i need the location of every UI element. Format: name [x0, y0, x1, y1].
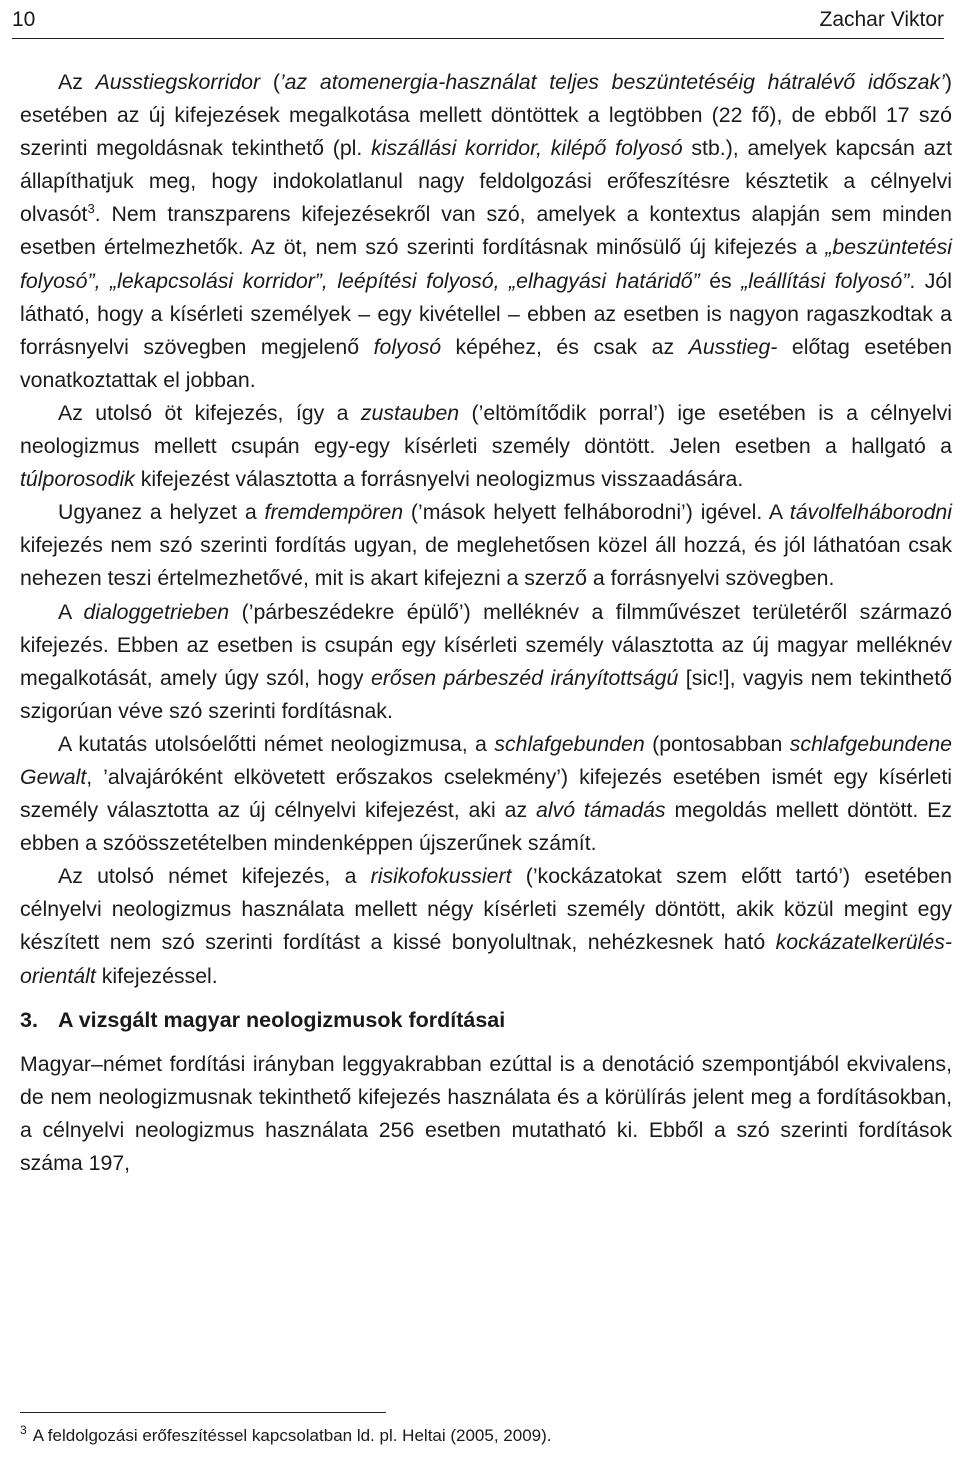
italic-term: risikofokussiert — [370, 864, 512, 889]
italic-term: fremdempören — [264, 500, 404, 525]
text-run: (’párbeszédekre épülő’) melléknév a filmművészet területéről származó kifejezés. Ebben az esetben is csupán egy kísérleti személy választotta az új magyar melléknév megalkotását, amely úgy szól, hogy — [20, 599, 952, 690]
italic-term: „beszüntetési folyosó”, „lekapcsolási korridor”, leépítési folyosó, „elhagyási határidő” — [20, 235, 952, 293]
page-header — [12, 6, 944, 39]
text-run: kifejezéssel. — [95, 963, 218, 988]
footnote-separator — [20, 1412, 386, 1413]
text-run: kifejezés nem szó szerinti fordítás ugyan, de meglehetősen közel áll hozzá, és jól láthatóan csak nehezen teszi értelmezhetővé, mit is akart kifejezni a szerző a forrásnyelvi szövegben. — [20, 533, 952, 591]
text-run: kifejezést választotta a forrásnyelvi neologizmus visszaadására. — [134, 467, 744, 492]
text-run: . Jól látható, hogy a kísérleti személyek – egy kivétellel – ebben az esetben is nagyon ragaszkodtak a forrásnyelvi szövegben megjelenő — [20, 268, 952, 359]
paragraph-zustauben — [20, 397, 952, 496]
italic-term: schlafgebundene Gewalt — [20, 731, 953, 789]
italic-term: folyosó — [373, 334, 442, 359]
text-run: Ugyanez a helyzet a — [58, 500, 265, 525]
paragraph-risikofokussiert — [20, 860, 952, 992]
text-run: (’kockázatokat szem előtt tartó’) esetében célnyelvi neologizmus használata mellett négy kísérleti személy döntött, akik közül megint egy készített nem szó szerinti fordítást a kissé bonyolultnak, nehézkesnek ható — [20, 864, 952, 955]
italic-term: erősen párbeszéd irányítottságú — [370, 665, 679, 690]
text-run: és — [699, 268, 742, 293]
text-run: [sic!], vagyis nem tekinthető szigorúan véve szó szerinti fordításnak. — [20, 665, 952, 723]
text-run: képéhez, és csak az — [441, 334, 689, 359]
paragraph-ausstiegskorridor — [20, 66, 952, 397]
text-run: A kutatás utolsóelőtti német neologizmusa, a — [58, 731, 495, 756]
paragraph-schlafgebunden — [20, 728, 952, 860]
text-run: ) esetében az új kifejezések megalkotása mellett döntöttek a legtöbben (22 fő), de ebből 17 szó szerinti megoldásnak tekinthető (pl. — [20, 70, 952, 161]
text-run: , ’alvajáróként elkövetett erőszakos cselekmény’) kifejezés esetében ismét egy kísérleti személy választotta az új célnyelvi kifejezést, aki az — [20, 764, 952, 823]
italic-term: „leállítási folyosó” — [741, 268, 910, 293]
paragraph-fremdemporen — [20, 496, 952, 595]
text-run: A — [58, 599, 84, 624]
section-title: A vizsgált magyar neologizmusok fordításai — [58, 1007, 506, 1032]
italic-gloss: ’az atomenergia-használat teljes beszüntetéséig hátralévő időszak’ — [279, 70, 945, 94]
italic-term: kockázatelkerülés-orientált — [20, 930, 952, 988]
text-run: ( — [260, 70, 280, 94]
italic-term: schlafgebunden — [494, 731, 645, 756]
text-run: (’eltömítődik porral’) ige esetében is a célnyelvi neologizmus mellett csupán egy-egy kísérleti személy döntött. Jelen esetben a hallgató a — [20, 400, 952, 459]
italic-term: zustauben — [360, 400, 460, 425]
footnote-text: A feldolgozási erőfeszítéssel kapcsolatban ld. pl. Heltai (2005, 2009). — [32, 1426, 552, 1445]
text-run: Magyar–német fordítási irányban leggyakrabban ezúttal is a denotáció szempontjából ekvivalens, de nem neologizmusnak tekinthető kifejezés használata és a körülírás jelent meg a fordításokban, a célnyelvi neologizmus használata 256 esetben mutatható ki. Ebből a szó szerinti fordítások száma 197, — [20, 1051, 952, 1175]
section-heading — [20, 1004, 952, 1036]
footnote-number: 3 — [20, 1423, 27, 1438]
text-run: Az utolsó német kifejezés, a — [58, 864, 371, 889]
text-run: stb.), amelyek kapcsán azt állapíthatjuk meg, hogy indokolatlanul nagy feldolgozási erőfeszítésre késztetik a célnyelvi olvasót — [20, 136, 953, 227]
text-run: (’mások helyett felháborodni’) igével. A — [403, 500, 790, 525]
paragraph-dialoggetrieben — [20, 596, 952, 728]
italic-term: Ausstiegskorridor — [95, 70, 261, 94]
text-run: Az — [58, 70, 96, 94]
section-number: 3. — [20, 1007, 38, 1032]
text-run: . Nem transzparens kifejezésekről van szó, amelyek a kontextus alapján sem minden esetben értelmezhetők. Az öt, nem szó szerinti fordításnak minősülő új kifejezés a — [20, 202, 952, 260]
italic-term: távolfelháborodni — [789, 500, 953, 525]
page-number: 10 — [12, 8, 36, 31]
italic-term: dialoggetrieben — [83, 599, 230, 624]
running-author: Zachar Viktor — [819, 8, 944, 31]
text-run: Az utolsó öt kifejezés, így a — [58, 400, 361, 425]
page-body — [20, 66, 952, 1180]
footnote — [20, 1425, 552, 1447]
paragraph-magyar-nemet — [20, 1048, 952, 1180]
italic-term: Ausstieg- — [688, 334, 778, 359]
text-run: (pontosabban — [644, 731, 790, 756]
footnote-reference[interactable]: 3 — [87, 201, 95, 217]
text-run: megoldás mellett döntött. Ez ebben a szóösszetételben mindenképpen újszerűnek számít. — [20, 798, 953, 856]
italic-term: túlporosodik — [20, 467, 135, 492]
italic-term: kiszállási korridor, kilépő folyosó — [371, 136, 683, 161]
text-run: előtag esetében vonatkoztattak el jobban. — [20, 334, 953, 392]
italic-term: alvó támadás — [535, 798, 666, 823]
